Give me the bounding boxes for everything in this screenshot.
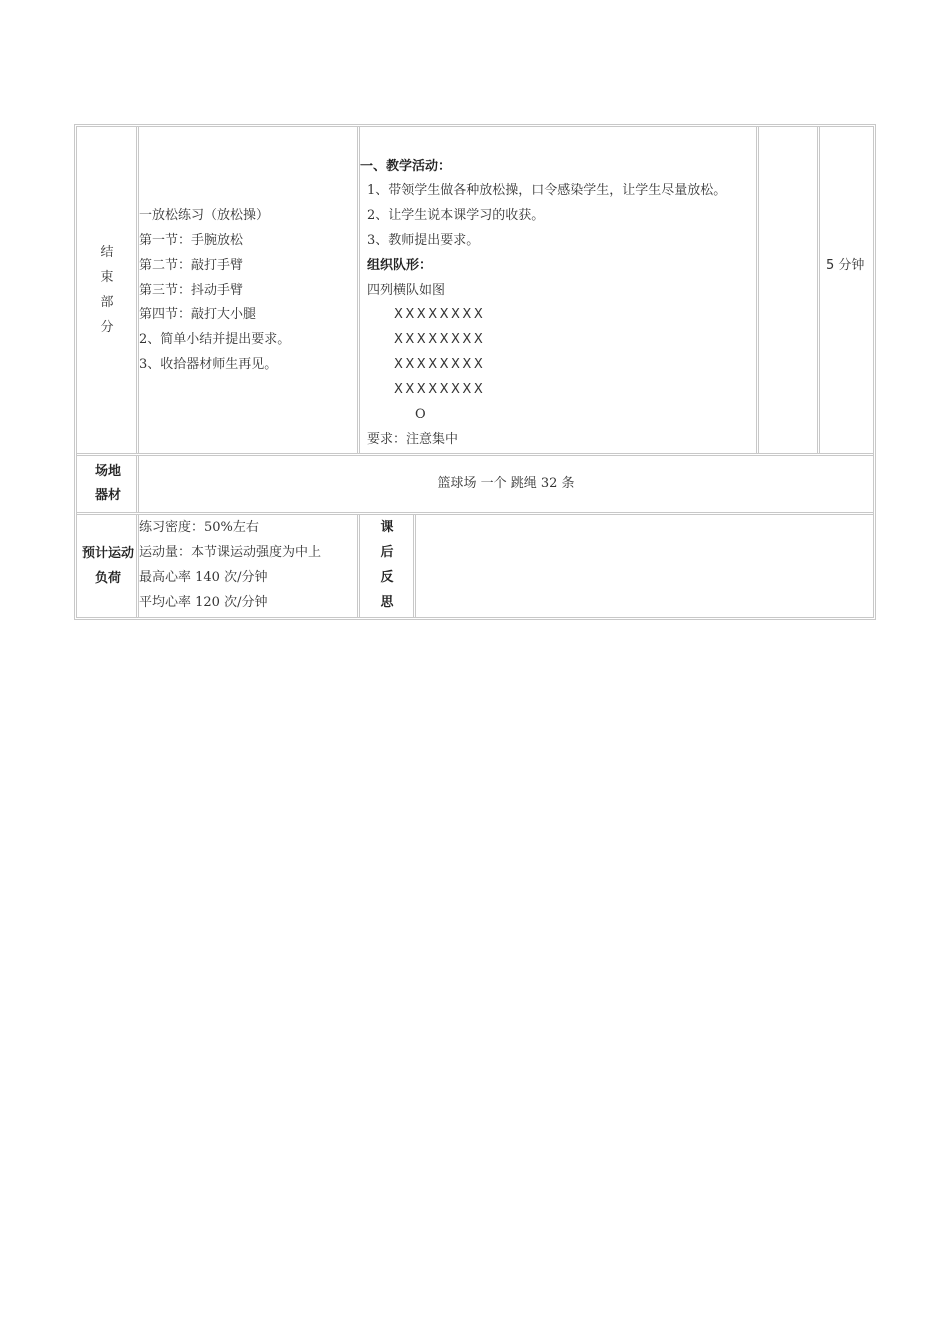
reflection-label-char: 课 bbox=[380, 520, 394, 535]
load-label-line: 负荷 bbox=[94, 571, 121, 586]
section-label-char: 分 bbox=[100, 320, 114, 335]
activity-line: 1、带领学生做各种放松操，口令感染学生，让学生尽量放松。 bbox=[367, 183, 727, 198]
activity-heading: 一、教学活动： bbox=[360, 159, 452, 174]
col-divider bbox=[817, 127, 820, 454]
content-line: 第三节：抖动手臂 bbox=[139, 283, 244, 298]
formation-row: XXXXXXXX bbox=[394, 357, 486, 372]
col-divider bbox=[136, 456, 139, 513]
activity-line: 2、让学生说本课学习的收获。 bbox=[367, 208, 545, 223]
section-label-char: 结 bbox=[100, 245, 114, 260]
formation-row: XXXXXXXX bbox=[394, 307, 486, 322]
formation-row: XXXXXXXX bbox=[394, 382, 486, 397]
venue-label-line: 器材 bbox=[94, 488, 121, 503]
row-divider-venue bbox=[76, 453, 874, 456]
load-line: 最高心率 140 次/分钟 bbox=[139, 570, 268, 585]
load-line: 平均心率 120 次/分钟 bbox=[139, 595, 268, 610]
formation-description: 四列横队如图 bbox=[367, 283, 446, 298]
load-line: 运动量：本节课运动强度为中上 bbox=[139, 545, 322, 560]
formation-heading: 组织队形： bbox=[367, 258, 433, 273]
col-divider bbox=[413, 515, 416, 617]
content-line: 一放松练习（放松操） bbox=[139, 208, 270, 223]
reflection-label-char: 反 bbox=[380, 570, 394, 585]
load-label-line: 预计运动 bbox=[81, 546, 134, 561]
content-line: 第一节：手腕放松 bbox=[139, 233, 244, 248]
reflection-label-char: 后 bbox=[380, 545, 394, 560]
section-label-char: 部 bbox=[100, 295, 114, 310]
venue-label-line: 场地 bbox=[94, 464, 121, 479]
content-line: 第四节：敲打大小腿 bbox=[139, 307, 257, 322]
content-line: 2、简单小结并提出要求。 bbox=[139, 332, 291, 347]
content-line: 3、收拾器材师生再见。 bbox=[139, 357, 278, 372]
venue-value: 篮球场 一个 跳绳 32 条 bbox=[437, 476, 575, 491]
col-divider bbox=[756, 127, 759, 454]
content-line: 第二节：敲打手臂 bbox=[139, 258, 244, 273]
col-divider bbox=[357, 515, 360, 617]
formation-row: XXXXXXXX bbox=[394, 332, 486, 347]
load-line: 练习密度：50%左右 bbox=[139, 520, 259, 535]
section-label-conclusion bbox=[97, 240, 117, 340]
reflection-label-char: 思 bbox=[380, 595, 394, 610]
teacher-position-mark: O bbox=[415, 407, 426, 422]
section-label-char: 束 bbox=[100, 270, 114, 285]
requirement-text: 要求：注意集中 bbox=[367, 432, 459, 447]
reflection-label bbox=[377, 515, 397, 615]
activity-line: 3、教师提出要求。 bbox=[367, 233, 480, 248]
time-value: 5 分钟 bbox=[826, 258, 865, 273]
venue-label bbox=[80, 460, 136, 508]
load-label bbox=[78, 541, 138, 591]
